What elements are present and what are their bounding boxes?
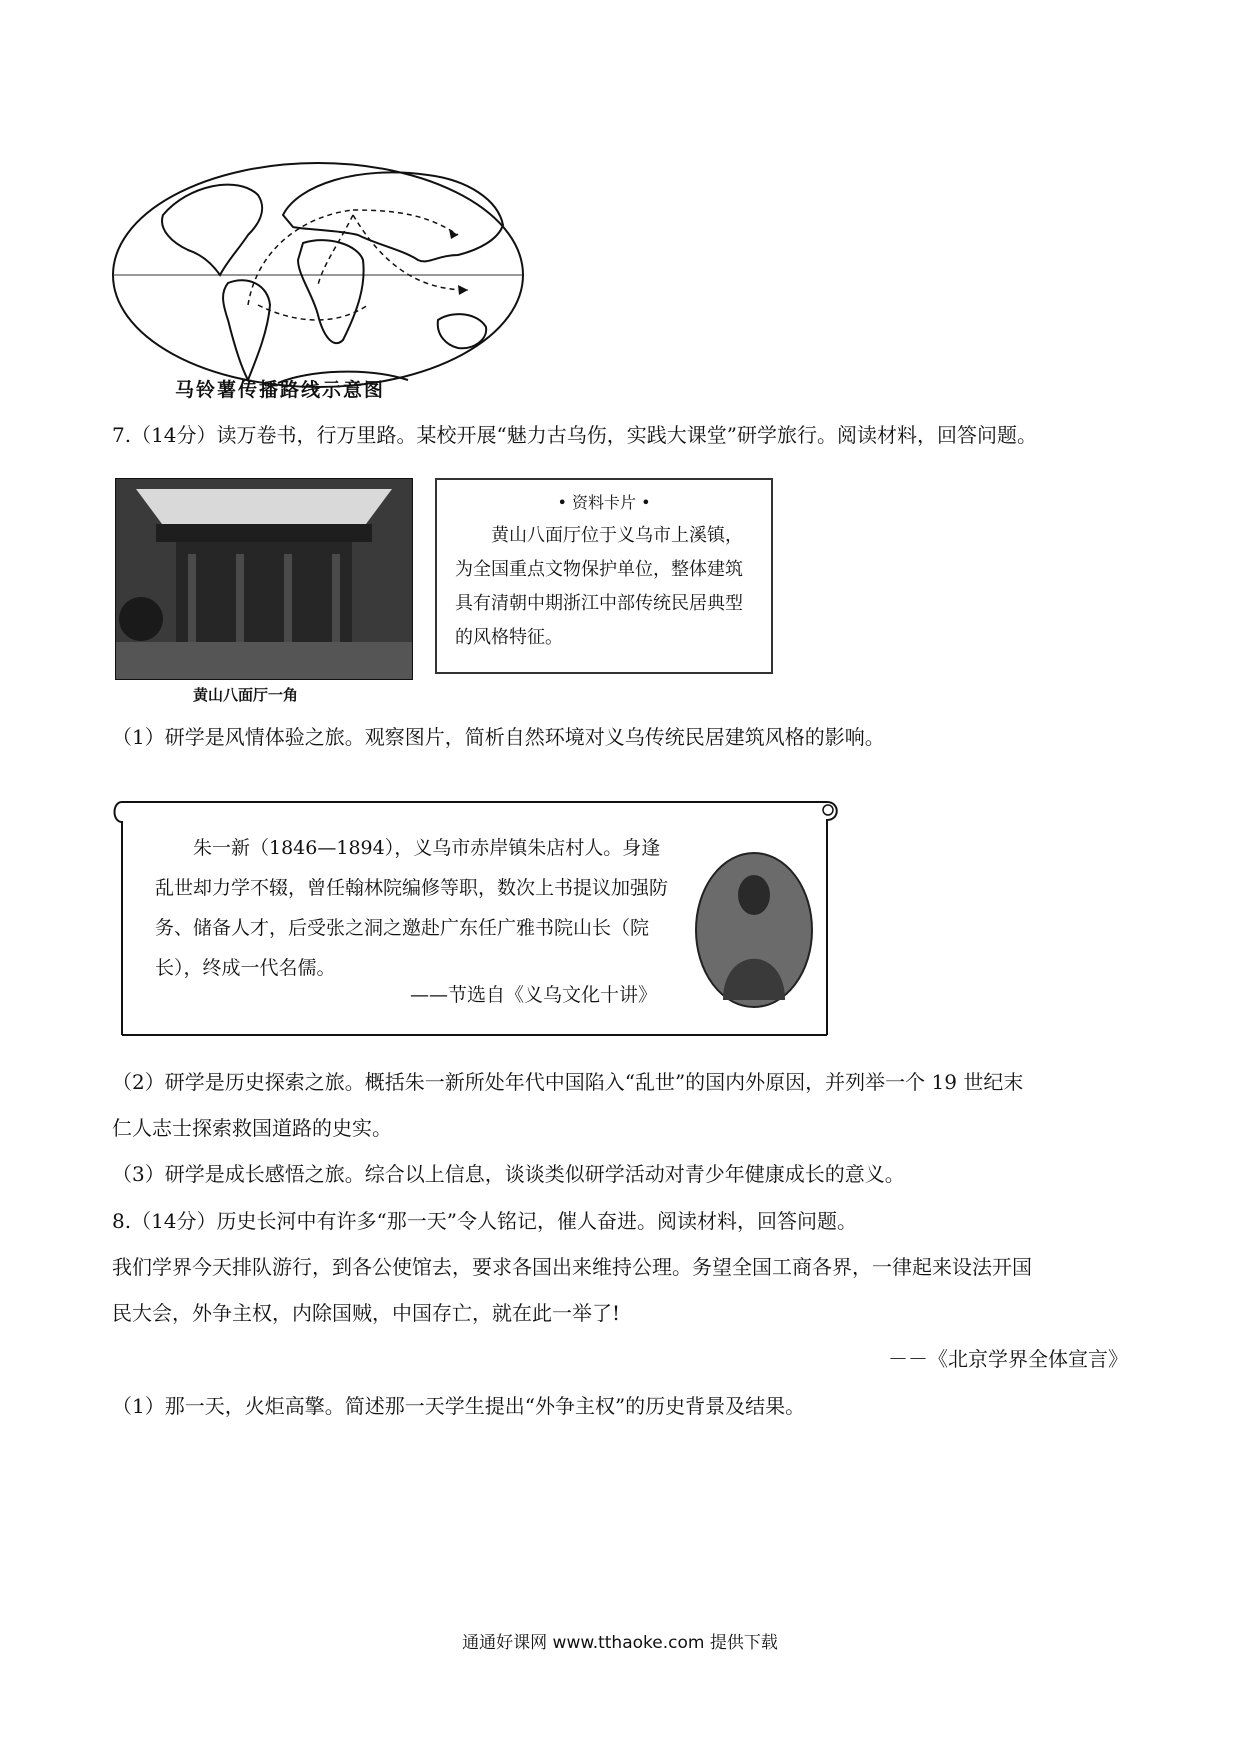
scroll-source: ——节选自《义乌文化十讲》 (410, 984, 658, 1006)
page-footer: 通通好课网 www.tthaoke.com 提供下载 (462, 1633, 778, 1653)
info-card (435, 478, 773, 674)
zhu-yixin-portrait (693, 850, 815, 1010)
question-8-sub1: （1）那一天，火炬高擎。简述那一天学生提出“外争主权”的历史背景及结果。 (112, 1394, 806, 1418)
question-7-sub3: （3）研学是成长感悟之旅。综合以上信息，谈谈类似研学活动对青少年健康成长的意义。 (112, 1162, 905, 1186)
question-8-intro: 8.（14分）历史长河中有许多“那一天”令人铭记，催人奋进。阅读材料，回答问题。 (112, 1209, 857, 1233)
question-7-sub2-line1: （2）研学是历史探索之旅。概括朱一新所处年代中国陷入“乱世”的国内外原因，并列举一个 19 世纪末 (112, 1070, 1024, 1094)
question-8-material-line1: 我们学界今天排队游行，到各公使馆去，要求各国出来维持公理。务望全国工商各界，一律起来设法开国 (112, 1255, 1032, 1279)
potato-spread-map (108, 155, 528, 405)
scroll-text: 朱一新（1846—1894），义乌市赤岸镇朱店村人。身逢乱世却力学不辍，曾任翰林院编修等职，数次上书提议加强防务、储备人才，后受张之洞之邀赴广东任广雅书院山长（院长），终成一代名儒。 (155, 837, 669, 979)
question-7-sub2-line2: 仁人志士探索救国道路的史实。 (112, 1116, 392, 1140)
photo-caption: 黄山八面厅一角 (193, 686, 299, 704)
info-card-body: 黄山八面厅位于义乌市上溪镇，为全国重点文物保护单位，整体建筑具有清朝中期浙江中部传统民居典型的风格特征。 (455, 525, 743, 648)
question-8-material-source: －－《北京学界全体宣言》 (888, 1347, 1128, 1371)
map-caption: 马铃薯传播路线示意图 (175, 379, 386, 401)
question-7-intro: 7.（14分）读万卷书，行万里路。某校开展“魅力古乌伤，实践大课堂”研学旅行。阅读材料，回答问题。 (112, 423, 1037, 447)
huangshan-hall-photo (115, 478, 413, 680)
question-7-sub1: （1）研学是风情体验之旅。观察图片，简析自然环境对义乌传统民居建筑风格的影响。 (112, 725, 885, 749)
question-8-material-line2: 民大会，外争主权，内除国贼，中国存亡，就在此一举了! (112, 1301, 621, 1325)
info-card-title: • 资料卡片 • (557, 493, 651, 512)
